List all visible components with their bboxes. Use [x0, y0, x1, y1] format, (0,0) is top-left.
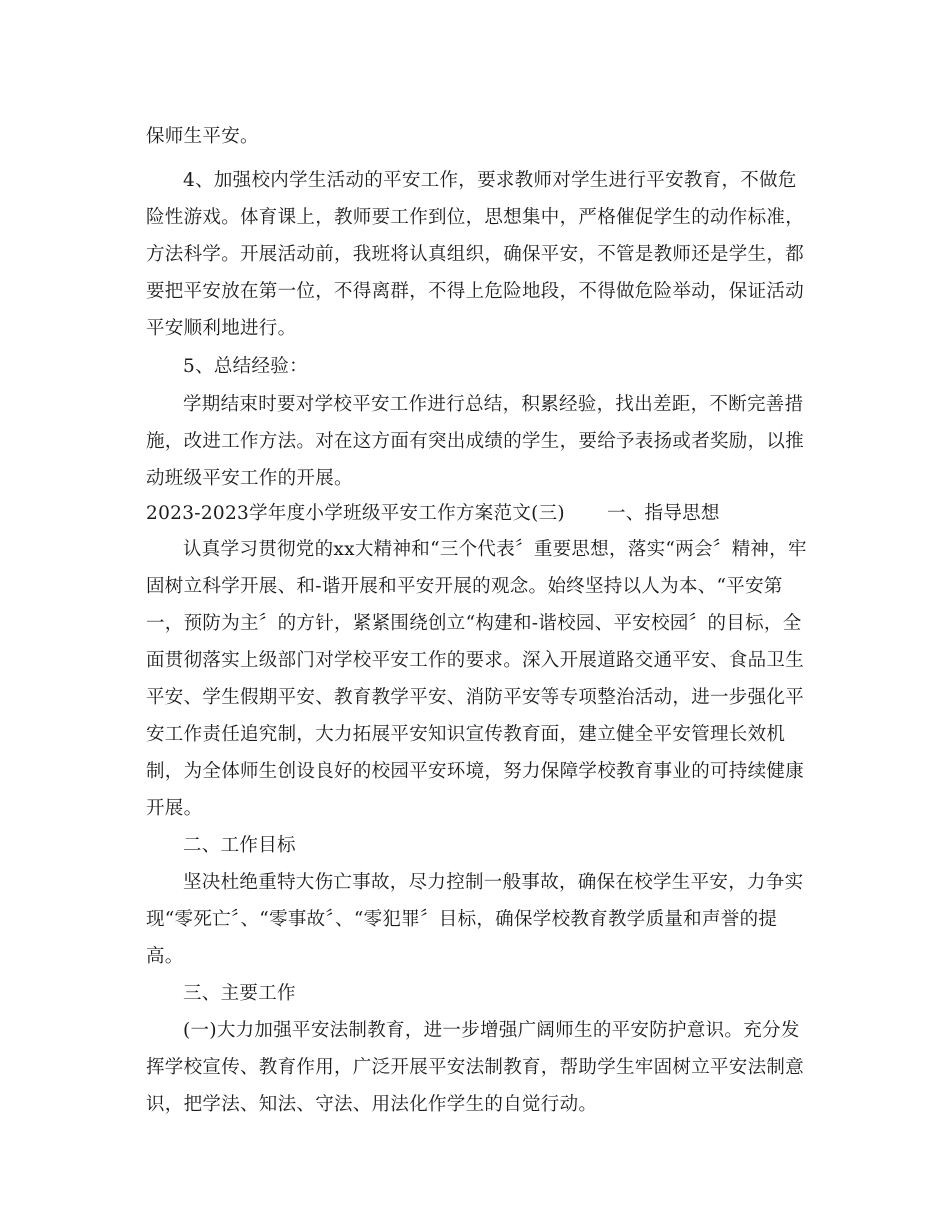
paragraph-line: 开展。: [146, 798, 203, 819]
paragraph-line: 固树立科学开展、和-谐开展和平安开展的观念。始终坚持以人为本、“平安第: [146, 576, 783, 597]
paragraph-line: 制，为全体师生创设良好的校园平安环境，努力保障学校教育事业的可持续健康: [146, 761, 805, 782]
paragraph-line: 安工作责任追究制，大力拓展平安知识宣传教育面，建立健全平安管理长效机: [146, 724, 786, 745]
paragraph-line: 方法科学。开展活动前，我班将认真组织，确保平安，不管是教师还是学生，都: [146, 244, 805, 265]
paragraph-line: 保师生平安。: [146, 126, 259, 147]
paragraph-line: 学期结束时要对学校平安工作进行总结，积累经验，找出差距，不断完善措: [183, 394, 804, 415]
paragraph-line: 平安、学生假期平安、教育教学平安、消防平安等专项整治活动，进一步强化平: [146, 687, 805, 708]
section-title: 2023-2023学年度小学班级平安工作方案范文(三): [146, 503, 565, 524]
paragraph-line: 一，预防为主〞的方针，紧紧围绕创立“构建和-谐校园、平安校园〞的目标，全: [146, 613, 802, 634]
paragraph-line: 挥学校宣传、教育作用，广泛开展平安法制教育，帮助学生牢固树立平安法制意: [146, 1057, 805, 1078]
paragraph-line: 5、总结经验：: [183, 356, 308, 377]
paragraph-line: 动班级平安工作的开展。: [146, 468, 353, 489]
paragraph-line: 现“零死亡〞、“零事故〞、“零犯罪〞目标，确保学校教育教学质量和声誉的提: [146, 909, 778, 930]
section-subtitle: 一、指导思想: [606, 503, 720, 524]
paragraph-line: 识，把学法、知法、守法、用法化作学生的自觉行动。: [146, 1094, 598, 1115]
paragraph-line: 面贯彻落实上级部门对学校平安工作的要求。深入开展道路交通平安、食品卫生: [146, 650, 805, 671]
paragraph-line: 坚决杜绝重特大伤亡事故，尽力控制一般事故，确保在校学生平安，力争实: [183, 872, 804, 893]
paragraph-line: 4、加强校内学生活动的平安工作，要求教师对学生进行平安教育，不做危: [183, 170, 797, 191]
paragraph-line: 认真学习贯彻党的xx大精神和“三个代表〞重要思想，落实“两会〞精神，牢: [183, 539, 807, 560]
section-heading: [146, 501, 720, 527]
paragraph-line: 平安顺利地进行。: [146, 318, 297, 339]
paragraph-line: (一)大力加强平安法制教育，进一步增强广阔师生的平安防护意识。充分发: [183, 1020, 800, 1041]
paragraph-line: 高。: [146, 946, 184, 967]
paragraph-line: 施，改进工作方法。对在这方面有突出成绩的学生，要给予表扬或者奖励，以推: [146, 431, 805, 452]
paragraph-line: 险性游戏。体育课上，教师要工作到位，思想集中，严格催促学生的动作标准，: [146, 207, 805, 228]
paragraph-line: 二、工作目标: [183, 835, 296, 856]
paragraph-line: 三、主要工作: [183, 983, 296, 1004]
paragraph-line: 要把平安放在第一位，不得离群，不得上危险地段，不得做危险举动，保证活动: [146, 281, 805, 302]
